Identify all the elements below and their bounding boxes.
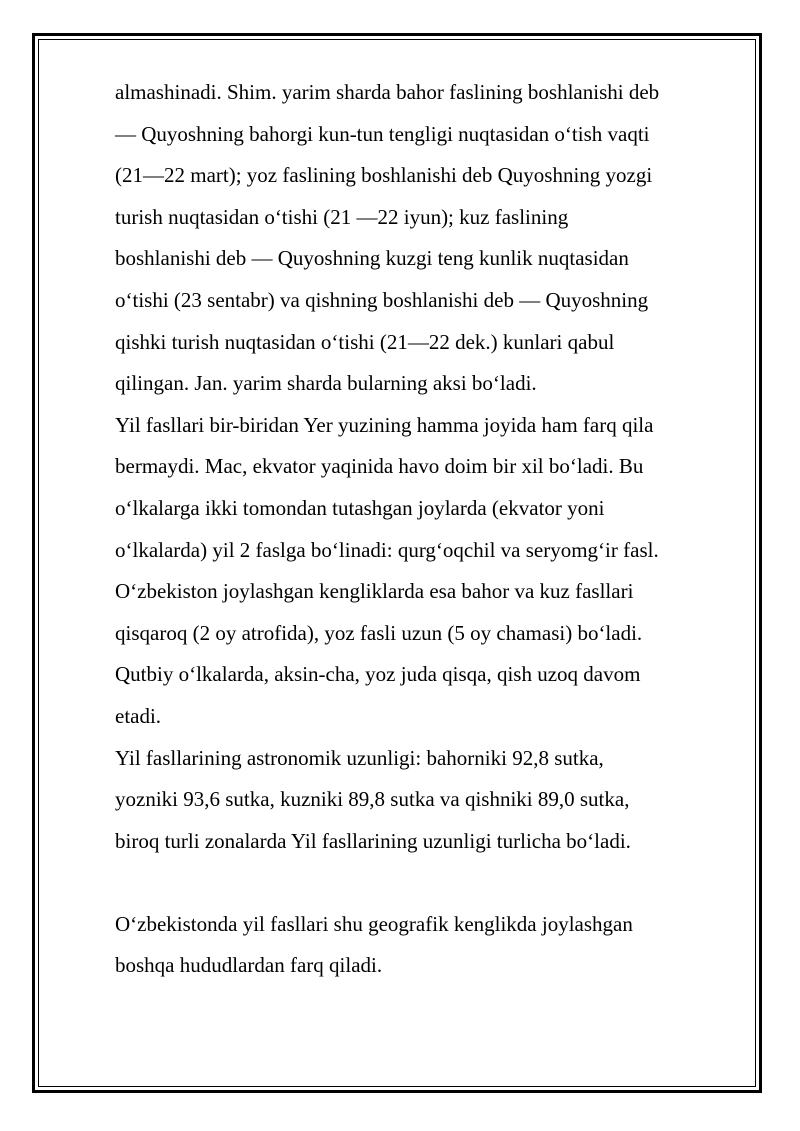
paragraph-seasons-variation: Yil fasllari bir-biridan Yer yuzining hamma joyida ham farq qila bermaydi. Mac, ekvator yaqinida havo doim bir xil boʻladi. Bu oʻlkalarga ikki tomondan tutashgan joylarda (ekvator yoni oʻlkalarda) yil 2 faslga boʻlinadi: qurgʻoqchil va seryomgʻir fasl. Oʻzbekiston joylashgan kengliklarda esa bahor va kuz fasllari qisqaroq (2 oy atrofida), yoz fasli uzun (5 oy chamasi) boʻladi. Qutbiy oʻlkalarda, aksin-cha, yoz juda qisqa, qish uzoq davom etadi. bbox=[115, 412, 659, 728]
paragraph-astronomic-length: Yil fasllarining astronomik uzunligi: bahorniki 92,8 sutka, yozniki 93,6 sutka, kuzniki 89,8 sutka va qishniki 89,0 sutka, biroq turli zonalarda Yil fasllarining uzunligi turlicha boʻladi. bbox=[115, 745, 631, 853]
paragraph-seasons-start: almashinadi. Shim. yarim sharda bahor faslining boshlanishi deb — Quyoshning bahorgi kun-tun tengligi nuqtasidan oʻtish vaqti (21—22 mart); yoz faslining boshlanishi deb Quyoshning yozgi turish nuqtasidan oʻtishi (21 —22 iyun); kuz faslining boshlanishi deb — Quyoshning kuzgi teng kunlik nuqtasidan oʻtishi (23 sentabr) va qishning boshlanishi deb — Quyoshning qishki turish nuqtasidan oʻtishi (21—22 dek.) kunlari qabul qilingan. Jan. yarim sharda bularning aksi boʻladi. bbox=[115, 80, 660, 396]
document-body bbox=[115, 72, 755, 987]
paragraph-uzbekistan: Oʻzbekistonda yil fasllari shu geografik kenglikda joylashgan boshqa hududlardan farq qiladi. bbox=[115, 911, 633, 978]
paragraph-spacer bbox=[115, 862, 755, 904]
